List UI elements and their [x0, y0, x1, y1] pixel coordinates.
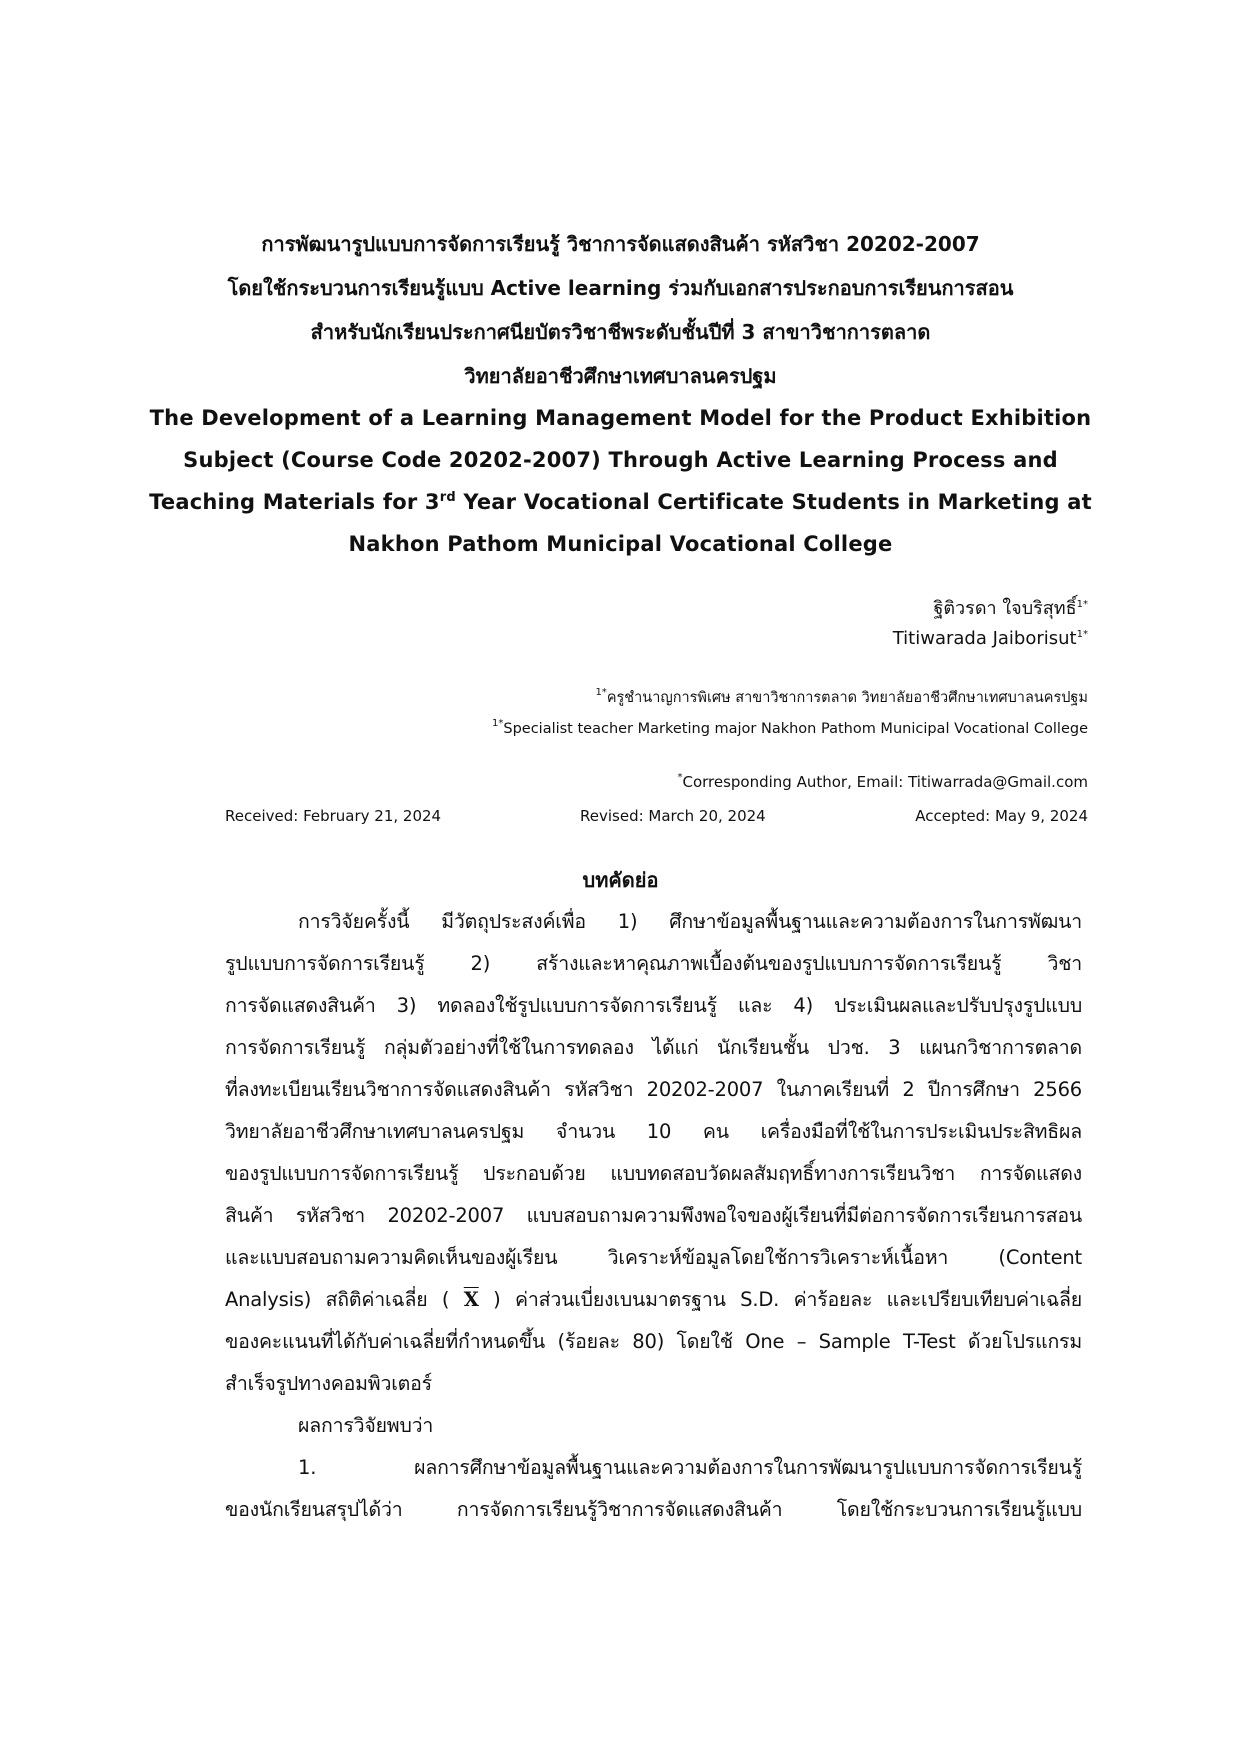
title-th-line-1: การพัฒนารูปแบบการจัดการเรียนรู้ วิชาการจัดแสดงสินค้า รหัสวิชา 20202-2007 [261, 232, 980, 256]
abstract-line-7: ของรูปแบบการจัดการเรียนรู้ ประกอบด้วย แบบทดสอบวัดผลสัมฤทธิ์ทางการเรียนวิชา การจัดแสดง [225, 1162, 1082, 1185]
author-name-en-text: Titiwarada Jaiborisut [892, 628, 1077, 649]
title-en-line-3 [0, 490, 1241, 514]
abstract-line-3: การจัดแสดงสินค้า 3) ทดลองใช้รูปแบบการจัดการเรียนรู้ และ 4) ประเมินผลและปรับปรุงรูปแบบ [225, 994, 1082, 1017]
abstract-line-12: สำเร็จรูปทางคอมพิวเตอร์ [225, 1372, 432, 1395]
results-heading: ผลการวิจัยพบว่า [298, 1414, 434, 1437]
title-en-line-4: Nakhon Pathom Municipal Vocational College [348, 532, 893, 556]
author-mark: 1* [1076, 629, 1088, 640]
affiliation-th-text: ครูชำนาญการพิเศษ สาขาวิชาการตลาด วิทยาลัยอาชีวศึกษาเทศบาลนครปฐม [606, 690, 1088, 706]
title-en-line-2: Subject (Course Code 20202-2007) Through Active Learning Process and [183, 448, 1058, 472]
affiliation-th [595, 686, 1088, 709]
abstract-line-11: ของคะแนนที่ได้กับค่าเฉลี่ยที่กำหนดขึ้น (ร้อยละ 80) โดยใช้ One – Sample T-Test ด้วยโปรแกรม [225, 1330, 1082, 1353]
abstract-line-5: ที่ลงทะเบียนเรียนวิชาการจัดแสดงสินค้า รหัสวิชา 20202-2007 ในภาคเรียนที่ 2 ปีการศึกษา 2566 [225, 1078, 1082, 1101]
results-line-2: ของนักเรียนสรุปได้ว่า การจัดการเรียนรู้วิชาการจัดแสดงสินค้า โดยใช้กระบวนการเรียนรู้แบบ [225, 1498, 1082, 1521]
affiliation-en [492, 718, 1088, 737]
abstract-line-9: และแบบสอบถามความคิดเห็นของผู้เรียน วิเคราะห์ข้อมูลโดยใช้การวิเคราะห์เนื้อหา (Content [225, 1246, 1082, 1269]
mean-symbol: $\overline{X}$ [463, 1288, 479, 1311]
affiliation-mark: 1* [491, 718, 504, 729]
abstract-line-10-b: ) ค่าส่วนเบี่ยงเบนมาตรฐาน S.D. ค่าร้อยละ และเปรียบเทียบค่าเฉลี่ย [493, 1288, 1082, 1311]
author-name-th-text: ฐิติวรดา ใจบริสุทธิ์ [933, 598, 1077, 619]
abstract-line-6: วิทยาลัยอาชีวศึกษาเทศบาลนครปฐม จำนวน 10 คน เครื่องมือที่ใช้ในการประเมินประสิทธิผล [225, 1120, 1082, 1143]
title-th-line-2: โดยใช้กระบวนการเรียนรู้แบบ Active learning ร่วมกับเอกสารประกอบการเรียนการสอน [227, 276, 1014, 300]
author-mark: 1* [1076, 599, 1088, 610]
affiliation-mark: 1* [595, 687, 607, 698]
date-revised: Revised: March 20, 2024 [580, 807, 766, 825]
corresponding-mark: * [677, 772, 683, 783]
ordinal-superscript: rd [439, 490, 456, 505]
title-th-line-3: สำหรับนักเรียนประกาศนียบัตรวิชาชีพระดับชั้นปีที่ 3 สาขาวิชาการตลาด [310, 320, 931, 344]
abstract-line-8: สินค้า รหัสวิชา 20202-2007 แบบสอบถามความพึงพอใจของผู้เรียนที่มีต่อการจัดการเรียนการสอน [225, 1204, 1082, 1227]
abstract-heading: บทคัดย่อ [582, 868, 659, 892]
abstract-line-4: การจัดการเรียนรู้ กลุ่มตัวอย่างที่ใช้ในการทดลอง ได้แก่ นักเรียนชั้น ปวช. 3 แผนกวิชาการตลาด [225, 1036, 1082, 1059]
author-name-th [933, 593, 1088, 622]
date-accepted: Accepted: May 9, 2024 [915, 807, 1088, 825]
corresponding-author [677, 772, 1088, 791]
abstract-line-10 [225, 1284, 1082, 1315]
abstract-line-1: การวิจัยครั้งนี้ มีวัตถุประสงค์เพื่อ 1) ศึกษาข้อมูลพื้นฐานและความต้องการในการพัฒนา [298, 910, 1082, 933]
corresponding-email[interactable]: Corresponding Author, Email: Titiwarrada@Gmail.com [682, 773, 1088, 791]
affiliation-en-text: Specialist teacher Marketing major Nakhon Pathom Municipal Vocational College [503, 721, 1088, 737]
date-received: Received: February 21, 2024 [225, 807, 442, 825]
title-th-line-4: วิทยาลัยอาชีวศึกษาเทศบาลนครปฐม [464, 364, 777, 388]
title-en-line-3-a: Teaching Materials for 3 [149, 490, 440, 514]
title-en-line-3-b: Year Vocational Certificate Students in Marketing at [455, 490, 1092, 514]
title-en-line-1: The Development of a Learning Management Model for the Product Exhibition [149, 406, 1092, 430]
author-name-en [893, 628, 1088, 649]
results-line-1: 1. ผลการศึกษาข้อมูลพื้นฐานและความต้องการในการพัฒนารูปแบบการจัดการเรียนรู้ [298, 1456, 1082, 1479]
abstract-line-10-a: Analysis) สถิติค่าเฉลี่ย ( [225, 1288, 450, 1311]
abstract-line-2: รูปแบบการจัดการเรียนรู้ 2) สร้างและหาคุณภาพเบื้องต้นของรูปแบบการจัดการเรียนรู้ วิชา [225, 952, 1082, 975]
